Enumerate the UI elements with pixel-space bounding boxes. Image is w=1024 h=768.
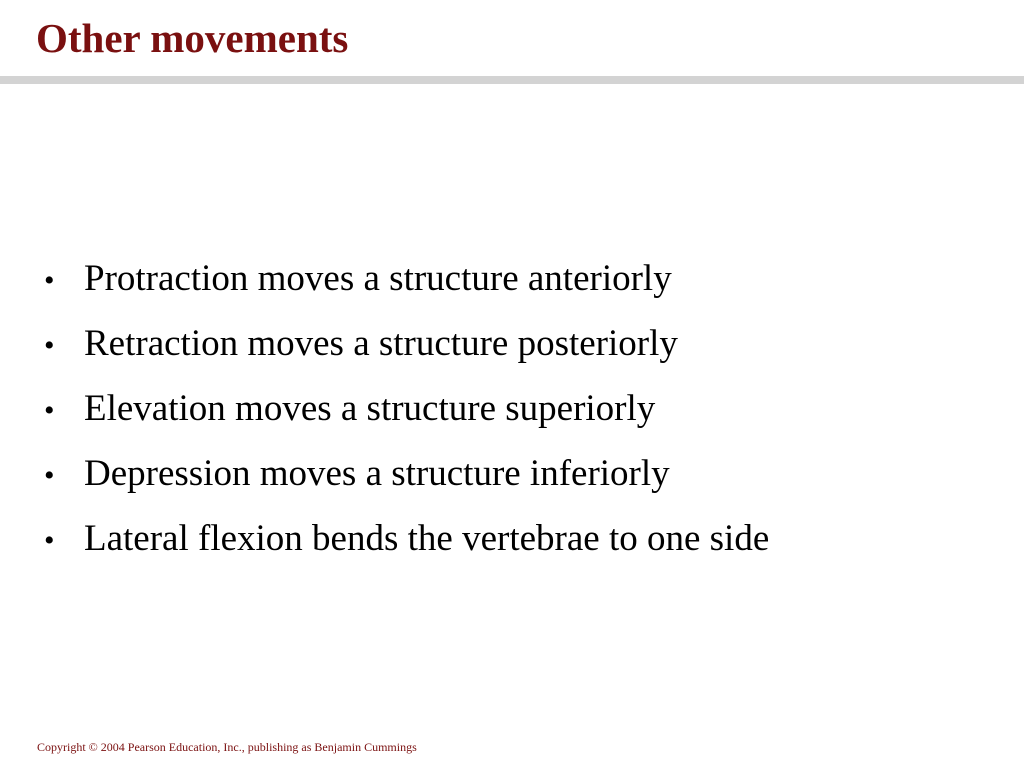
bullet-text: Elevation moves a structure superiorly xyxy=(84,388,656,429)
bullet-text: Depression moves a structure inferiorly xyxy=(84,453,670,494)
bullet-text: Protraction moves a structure anteriorly xyxy=(84,258,672,299)
list-item xyxy=(44,246,769,311)
bullet-text: Retraction moves a structure posteriorly xyxy=(84,323,678,364)
list-item xyxy=(44,506,769,571)
copyright-footer: Copyright © 2004 Pearson Education, Inc., publishing as Benjamin Cummings xyxy=(37,740,417,754)
bullet-text: Lateral flexion bends the vertebrae to one side xyxy=(84,518,770,559)
list-item xyxy=(44,311,769,376)
bullet-icon: • xyxy=(44,524,55,557)
title-divider xyxy=(0,76,1024,84)
bullet-icon: • xyxy=(44,329,55,362)
bullet-icon: • xyxy=(44,394,55,427)
bullet-icon: • xyxy=(44,459,55,492)
slide-title: Other movements xyxy=(36,15,349,61)
list-item xyxy=(44,376,769,441)
bullet-list xyxy=(44,246,769,571)
bullet-icon: • xyxy=(44,264,55,297)
list-item xyxy=(44,441,769,506)
